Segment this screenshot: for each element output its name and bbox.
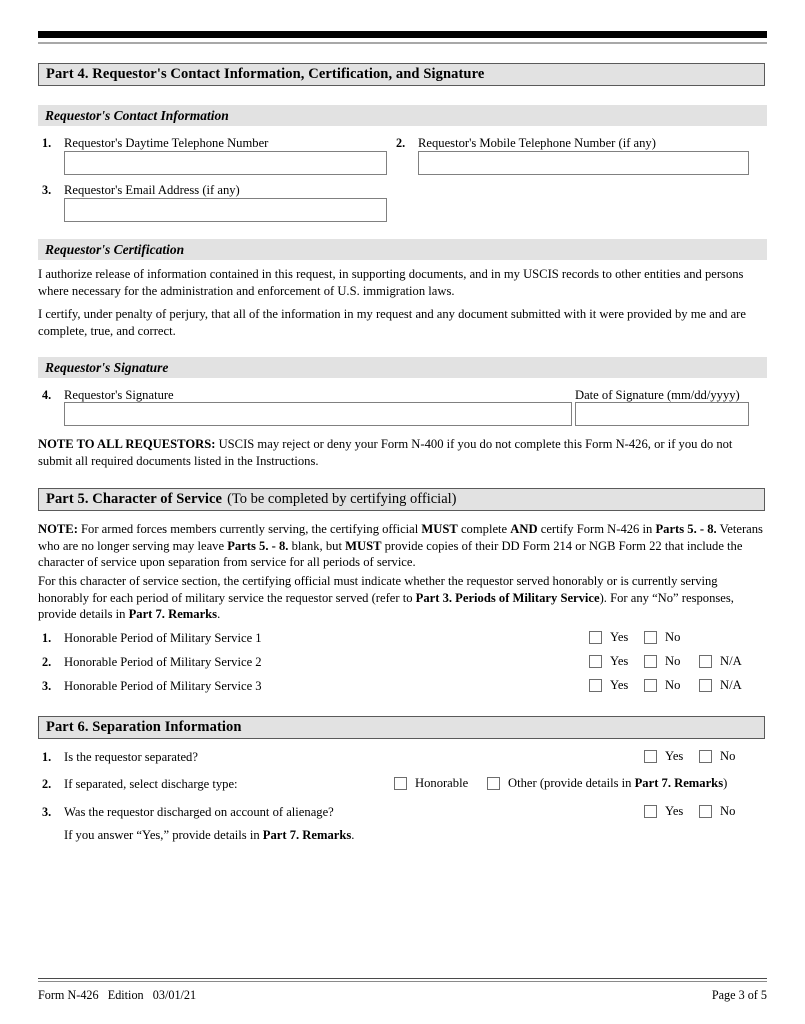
part6-row2-number: 2. <box>42 777 52 791</box>
footer-rule-top <box>38 978 767 979</box>
part6-row3-no-checkbox[interactable] <box>699 805 712 818</box>
part5-row3-yes-checkbox[interactable] <box>589 679 602 692</box>
part4-contact-subheader <box>38 105 767 126</box>
part5-para2-part7-ref: Part 7. Remarks <box>128 607 218 622</box>
part6-row3-followup-post: . <box>351 828 355 842</box>
footer-page-number: Page 3 of 5 <box>711 988 767 1002</box>
part6-row3-number: 3. <box>42 805 52 819</box>
part5-row2-label: Honorable Period of Military Service 2 <box>64 655 262 669</box>
part5-note-must-1: MUST <box>421 522 458 536</box>
part5-note-g: Veterans who are no longer serving may leave <box>38 522 763 553</box>
part6-row3-label: Was the requestor discharged on account of alienage? <box>64 805 334 819</box>
part4-item3-label: Requestor's Email Address (if any) <box>64 183 240 197</box>
part4-certification-subheader <box>38 239 767 260</box>
part4-title: Part 4. Requestor's Contact Information, Certification, and Signature <box>46 66 485 82</box>
footer-form-id: Form N-426 <box>38 988 99 1002</box>
part6-row1-yes-label: Yes <box>665 749 684 763</box>
part5-row2-na-label: N/A <box>720 654 742 668</box>
part5-note <box>38 521 765 571</box>
part5-para2-e: . <box>217 607 221 622</box>
certification-paragraph-2: I certify, under penalty of perjury, that all of the information in my request and any document submitted with it were provided by me and are complete, true, and correct. <box>38 307 746 338</box>
part5-title: Part 5. Character of Service <box>46 491 223 507</box>
part6-row2-other-post: ) <box>723 776 728 790</box>
part5-row2-yes-label: Yes <box>610 654 629 668</box>
part6-row1-number: 1. <box>42 750 52 764</box>
part5-row3-number: 3. <box>42 679 52 693</box>
part6-row2-honorable-label: Honorable <box>415 776 469 790</box>
part5-subtitle: (To be completed by certifying official) <box>227 491 457 507</box>
part5-para2-part3-ref: Part 3. Periods of Military Service <box>415 590 600 605</box>
part6-row1-no-label: No <box>720 749 736 763</box>
mobile-telephone-input[interactable] <box>418 151 749 175</box>
part5-note-a: For armed forces members currently serving, the certifying official <box>77 522 422 536</box>
footer-edition-date: 03/01/21 <box>152 988 197 1002</box>
part5-para2-c: ). For any “No” responses, provide details in <box>38 590 734 622</box>
part5-row1-label: Honorable Period of Military Service 1 <box>64 631 262 645</box>
footer-rule-bottom <box>38 981 767 982</box>
part5-note-k: provide copies of their DD Form 214 or NGB Form 22 that include the character of service upon separation from service for all periods of service. <box>38 538 743 570</box>
part6-header <box>38 716 765 739</box>
part5-row3-na-label: N/A <box>720 678 742 692</box>
part6-row3-followup-ref: Part 7. Remarks <box>262 828 352 842</box>
part4-signature-subheader-label: Requestor's Signature <box>45 359 169 375</box>
part5-row2-no-checkbox[interactable] <box>644 655 657 668</box>
part5-paragraph-2 <box>38 573 765 623</box>
part4-item2-label: Requestor's Mobile Telephone Number (if any) <box>418 136 656 150</box>
part6-row2-other-label <box>508 776 727 791</box>
part5-note-parts-2: Parts 5. - 8. <box>227 538 289 553</box>
part4-item1-label: Requestor's Daytime Telephone Number <box>64 136 269 150</box>
part5-row3-no-label: No <box>665 678 681 692</box>
part5-row3-yes-label: Yes <box>610 678 629 692</box>
footer-form-info <box>38 988 196 1003</box>
part6-row3-yes-label: Yes <box>665 804 684 818</box>
part5-note-i: blank, but <box>288 538 346 553</box>
part5-note-e: certify Form N-426 in <box>537 522 656 536</box>
part6-row1-label: Is the requestor separated? <box>64 750 198 764</box>
email-address-input[interactable] <box>64 198 387 222</box>
part5-row1-yes-label: Yes <box>610 630 629 644</box>
part4-contact-subheader-label: Requestor's Contact Information <box>45 107 229 123</box>
part6-row2-honorable-checkbox[interactable] <box>394 777 407 790</box>
part6-row3-followup <box>64 827 354 844</box>
part5-row2-yes-checkbox[interactable] <box>589 655 602 668</box>
part5-row1-number: 1. <box>42 631 52 645</box>
part5-note-parts-1: Parts 5. - 8. <box>655 522 717 536</box>
certification-paragraph-1: I authorize release of information contained in this request, in supporting documents, and in my USCIS records to other entities and persons where necessary for the administration and enforcement of U.S. immigration laws. <box>38 267 744 298</box>
part5-row3-na-checkbox[interactable] <box>699 679 712 692</box>
note-to-all-requestors-label: NOTE TO ALL REQUESTORS: <box>38 437 216 451</box>
part5-row1-yes-checkbox[interactable] <box>589 631 602 644</box>
part4-signature-subheader <box>38 357 767 378</box>
part5-note-c: complete <box>457 522 511 536</box>
part5-note-label: NOTE: <box>38 522 78 536</box>
part5-row3-label: Honorable Period of Military Service 3 <box>64 679 262 693</box>
part6-row2-other-pre: Other (provide details in <box>508 776 635 790</box>
signature-input[interactable] <box>64 402 572 426</box>
part5-row2-no-label: No <box>665 654 681 668</box>
part4-certification-subheader-label: Requestor's Certification <box>45 241 185 257</box>
note-to-all-requestors <box>38 436 765 469</box>
form-page <box>38 0 767 1024</box>
part5-row3-no-checkbox[interactable] <box>644 679 657 692</box>
part6-row3-followup-pre: If you answer “Yes,” provide details in <box>64 828 263 842</box>
part6-row2-label: If separated, select discharge type: <box>64 777 238 791</box>
part4-item2-number: 2. <box>396 136 406 150</box>
date-of-signature-input[interactable] <box>575 402 749 426</box>
part6-row3-yes-checkbox[interactable] <box>644 805 657 818</box>
date-of-signature-label: Date of Signature (mm/dd/yyyy) <box>575 388 740 402</box>
top-gray-rule <box>38 42 767 44</box>
part5-note-and: AND <box>510 522 538 536</box>
daytime-telephone-input[interactable] <box>64 151 387 175</box>
part5-row1-no-label: No <box>665 630 681 644</box>
part6-row3-no-label: No <box>720 804 736 818</box>
footer-edition-label: Edition <box>107 988 144 1002</box>
part6-row1-no-checkbox[interactable] <box>699 750 712 763</box>
part5-row1-no-checkbox[interactable] <box>644 631 657 644</box>
part5-row2-na-checkbox[interactable] <box>699 655 712 668</box>
top-black-rule <box>38 31 767 38</box>
part5-note-must-2: MUST <box>345 538 382 553</box>
part6-title: Part 6. Separation Information <box>46 719 242 735</box>
note-to-all-requestors-text: USCIS may reject or deny your Form N-400 if you do not complete this Form N-426, or if you do not submit all required documents listed in the Instructions. <box>38 437 733 468</box>
part4-item4-number: 4. <box>42 388 52 402</box>
part4-header <box>38 63 765 86</box>
part6-row1-yes-checkbox[interactable] <box>644 750 657 763</box>
part5-row2-number: 2. <box>42 655 52 669</box>
signature-label: Requestor's Signature <box>64 388 174 402</box>
part6-row2-other-checkbox[interactable] <box>487 777 500 790</box>
part4-item1-number: 1. <box>42 136 52 150</box>
part6-row2-other-ref: Part 7. Remarks <box>634 776 724 790</box>
part4-item3-number: 3. <box>42 183 52 197</box>
part5-header <box>38 488 765 511</box>
part5-para2-a: For this character of service section, the certifying official must indicate whether the requestor served honorably or is currently serving honorably for each period of military service the requestor served (refer to <box>38 574 718 605</box>
